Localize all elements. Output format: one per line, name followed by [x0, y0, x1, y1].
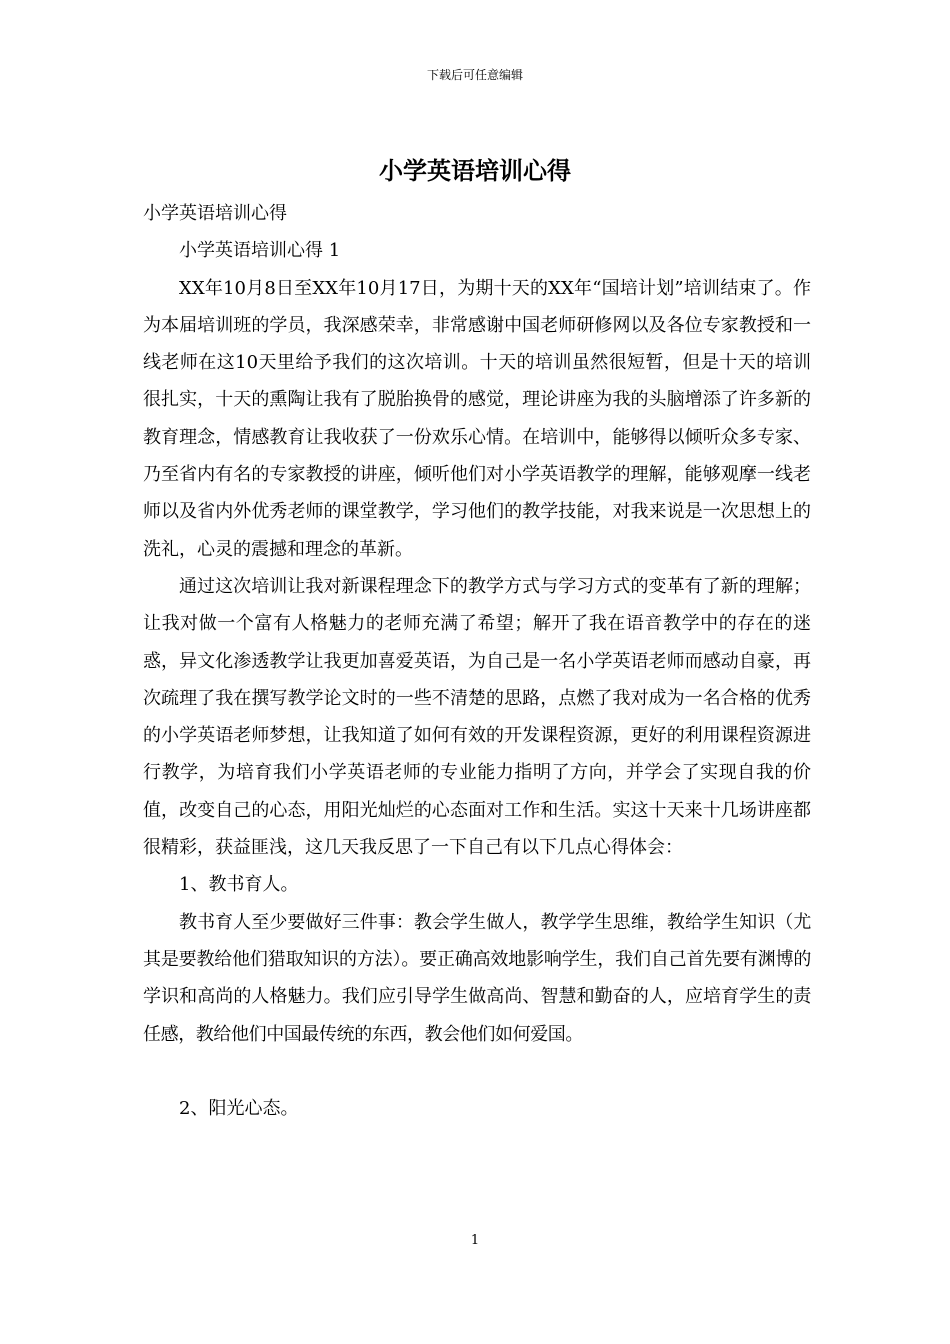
- paragraph-3: 教书育人至少要做好三件事：教会学生做人，教学学生思维，教给学生知识（尤其是要教给他们猎取知识的方法）。要正确高效地影响学生，我们自己首先要有渊博的学识和高尚的人格魅力。我们应引导学生做高尚、智慧和勤奋的人，应培育学生的责任感，教给他们中国最传统的东西，教会他们如何爱国。: [143, 911, 811, 1045]
- section-heading: 小学英语培训心得 1: [179, 240, 341, 262]
- page-number: 1: [470, 1233, 480, 1248]
- document-body: [143, 195, 811, 1127]
- page-header-note: 下载后可任意编辑: [426, 68, 523, 82]
- document-title: 小学英语培训心得: [379, 156, 571, 185]
- paragraph-2: 通过这次培训让我对新课程理念下的教学方式与学习方式的变革有了新的理解；让我对做一个富有人格魅力的老师充满了希望；解开了我在语音教学中的存在的迷惑，异文化渗透教学让我更加喜爱英语，为自己是一名小学英语老师而感动自豪，再次疏理了我在撰写教学论文时的一些不清楚的思路，点燃了我对成为一名合格的优秀的小学英语老师梦想，让我知道了如何有效的开发课程资源，更好的利用课程资源进行教学，为培育我们小学英语老师的专业能力指明了方向，并学会了实现自我的价值，改变自己的心态，用阳光灿烂的心态面对工作和生活。实这十天来十几场讲座都很精彩，获益匪浅，这几天我反思了一下自己有以下几点心得体会：: [143, 575, 811, 859]
- list-item-1-heading: 1、教书育人。: [179, 874, 299, 896]
- list-item-2-heading: 2、阳光心态。: [179, 1097, 299, 1119]
- paragraph-spacer: [143, 1053, 811, 1090]
- document-subtitle: 小学英语培训心得: [143, 203, 287, 224]
- paragraph-1: XX年10月8日至XX年10月17日，为期十天的XX年“国培计划”培训结束了。作为本届培训班的学员，我深感荣幸，非常感谢中国老师研修网以及各位专家教授和一线老师在这10天里给予我们的这次培训。十天的培训虽然很短暂，但是十天的培训很扎实，十天的熏陶让我有了脱胎换骨的感觉，理论讲座为我的头脑增添了许多新的教育理念，情感教育让我收获了一份欢乐心情。在培训中，能够得以倾听众多专家、乃至省内有名的专家教授的讲座，倾听他们对小学英语教学的理解，能够观摩一线老师以及省内外优秀老师的课堂教学，学习他们的教学技能，对我来说是一次思想上的洗礼，心灵的震撼和理念的革新。: [143, 277, 811, 560]
